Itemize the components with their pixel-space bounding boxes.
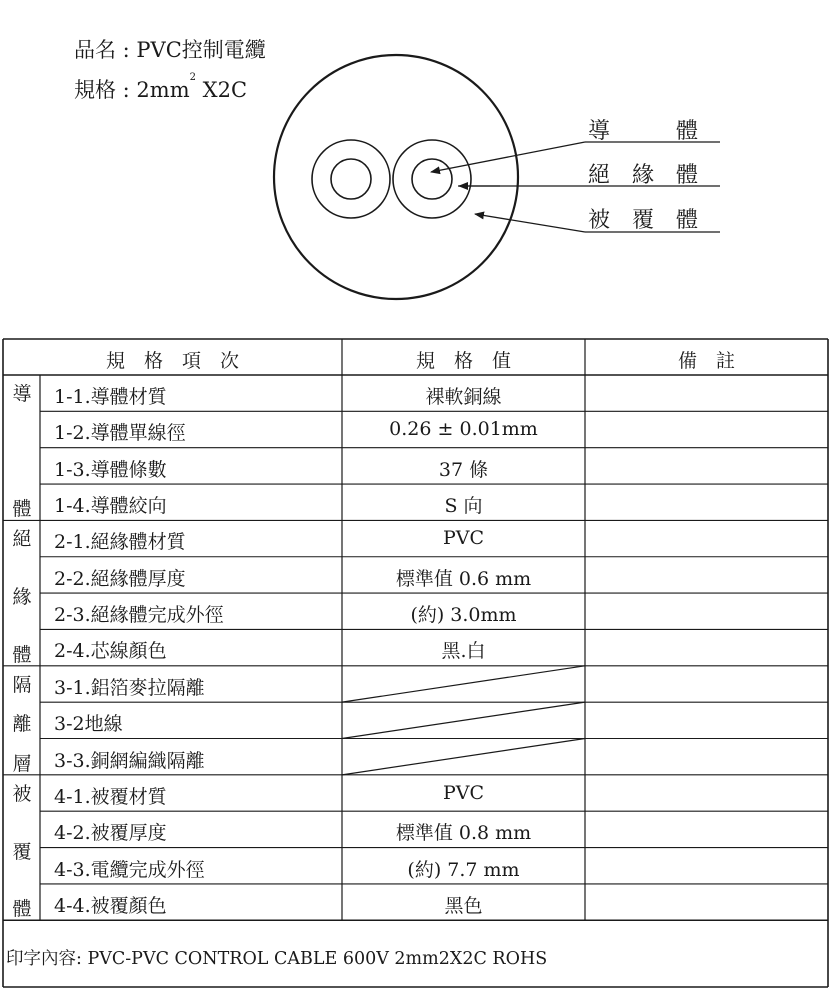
spec-item-label: 3-3.銅網編織隔離	[54, 749, 205, 772]
group-label-char: 體	[12, 898, 32, 921]
spec-item-label: 4-1.被覆材質	[54, 785, 167, 808]
group-label-char: 導	[12, 383, 32, 405]
label-conductor: 導 體	[588, 119, 699, 144]
not-applicable-slash	[342, 666, 585, 702]
spec-value: 37 條	[438, 458, 489, 481]
spec-value: PVC	[442, 527, 485, 550]
spec-prefix: 規格 : 2mm	[74, 78, 190, 102]
spec-item-label: 2-2.絕緣體厚度	[54, 567, 186, 590]
spec-item-label: 2-1.絕緣體材質	[54, 531, 186, 554]
spec-value: 0.26 ± 0.01mm	[389, 418, 538, 441]
spec-value: 黑色	[444, 894, 483, 917]
spec-suffix: X2C	[196, 78, 248, 102]
spec-value: (約) 3.0mm	[410, 604, 517, 627]
label-insulation: 絕 緣 體	[588, 163, 699, 188]
spec-item-label: 4-4.被覆顏色	[54, 894, 167, 917]
group-label-char: 覆	[12, 840, 32, 863]
spec-item-label: 4-2.被覆厚度	[54, 822, 167, 845]
spec-value: S 向	[444, 495, 483, 518]
spec-item-label: 4-3.電纜完成外徑	[54, 858, 205, 881]
spec-value: 標準值 0.6 mm	[395, 567, 532, 590]
spec-value: 標準值 0.8 mm	[395, 822, 532, 845]
spec-item-label: 1-4.導體絞向	[54, 495, 167, 518]
not-applicable-slash	[342, 739, 585, 775]
spec-item-label: 3-2地線	[54, 713, 123, 736]
spec-value: 裸軟銅線	[425, 386, 502, 408]
label-sheath: 被 覆 體	[588, 208, 699, 233]
spec-value: 黑.白	[441, 640, 486, 663]
group-label-char: 體	[12, 643, 32, 666]
spec-value: PVC	[442, 781, 485, 804]
spec-superscript: 2	[189, 72, 196, 83]
print-content-text: 印字內容: PVC-PVC CONTROL CABLE 600V 2mm2X2C ROHS	[6, 949, 548, 969]
spec-item-label: 2-4.芯線顏色	[54, 640, 167, 663]
group-label-char: 被	[12, 782, 32, 805]
spec-value: (約) 7.7 mm	[407, 858, 520, 881]
header-value: 規 格 值	[415, 350, 511, 372]
product-name: 品名 : PVC控制電纜	[74, 38, 266, 62]
spec-item-label: 1-3.導體條數	[54, 458, 167, 481]
spec-item-label: 1-2.導體單線徑	[54, 422, 186, 445]
group-label-char: 隔	[12, 673, 32, 696]
group-label-char: 離	[12, 713, 32, 736]
header-remark: 備 註	[677, 350, 735, 372]
not-applicable-slash	[342, 702, 585, 738]
spec-item-label: 3-1.鋁箔麥拉隔離	[54, 676, 205, 699]
group-label-char: 層	[12, 752, 32, 775]
group-label-char: 緣	[12, 586, 32, 609]
spec-item-label: 2-3.絕緣體完成外徑	[54, 604, 224, 627]
header-item: 規 格 項 次	[105, 350, 239, 372]
group-label-char: 體	[12, 498, 32, 521]
group-label-char: 絕	[12, 528, 32, 551]
spec-item-label: 1-1.導體材質	[54, 386, 167, 408]
